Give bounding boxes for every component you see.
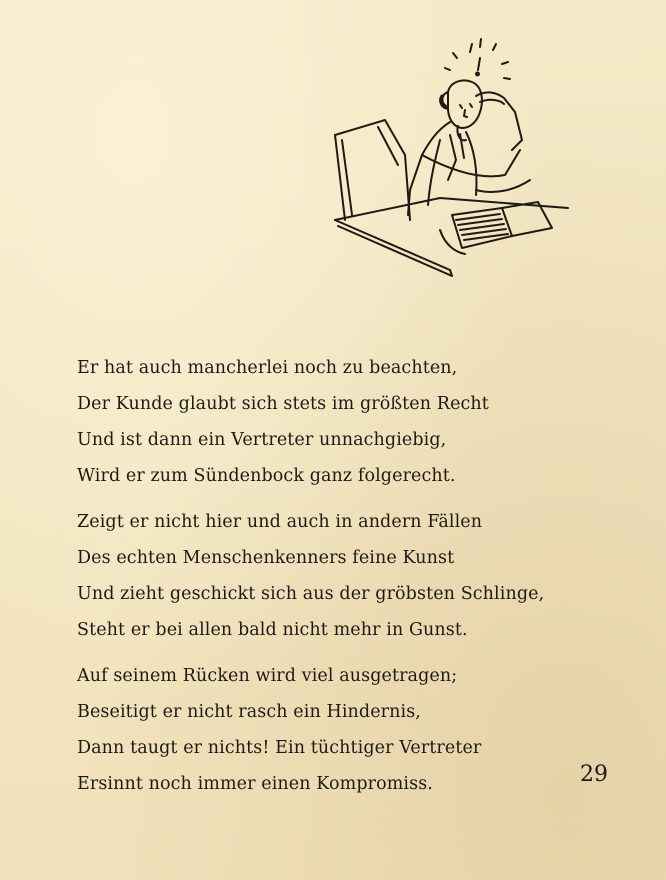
stanza-3: [77, 658, 537, 802]
poem-line: Er hat auch mancherlei noch zu beachten,: [77, 358, 458, 378]
poem-line: Dann taugt er nichts! Ein tüchtiger Vertreter: [77, 738, 482, 758]
stanza-1: [77, 350, 537, 494]
poem-line: Beseitigt er nicht rasch ein Hindernis,: [77, 702, 421, 722]
poem-line: Der Kunde glaubt sich stets im größten Recht: [77, 394, 489, 414]
idea-rays-icon: [445, 39, 510, 79]
poem-line: Wird er zum Sündenbock ganz folgerecht.: [77, 466, 456, 486]
poem-line: Ersinnt noch immer einen Kompromiss.: [77, 774, 433, 794]
poem-line: Zeigt er nicht hier und auch in andern Fällen: [77, 512, 483, 532]
poem-line: Und ist dann ein Vertreter unnachgiebig,: [77, 430, 447, 450]
poem-line: Des echten Menschenkenners feine Kunst: [77, 548, 455, 568]
poem-line: Steht er bei allen bald nicht mehr in Gunst.: [77, 620, 468, 640]
stanza-2: [77, 504, 545, 648]
illustration-thinking-man: [290, 30, 580, 280]
page-number: 29: [580, 762, 608, 787]
poem-line: Und zieht geschickt sich aus der gröbsten Schlinge,: [77, 584, 545, 604]
poem-line: Auf seinem Rücken wird viel ausgetragen;: [77, 666, 458, 686]
